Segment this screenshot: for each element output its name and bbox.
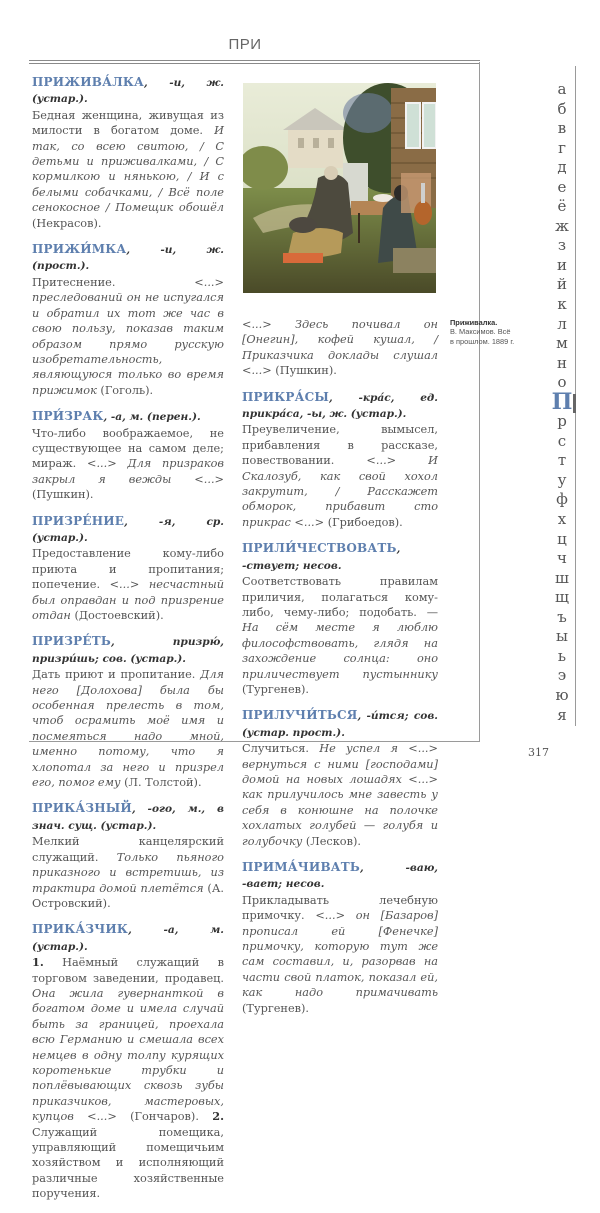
grammar-note: , -ого, м., в знач. сущ. (устар.). (32, 803, 224, 832)
headword: ПРИЗРЕ́НИЕ (32, 513, 125, 528)
alphabet-letter[interactable]: е (557, 177, 567, 196)
quotation: Не успел я <...> вернуться с ними [господами] домой на новых лошадях <...> как прилучилось мне завесть у себя в конюшне на полочке хохлатых голубей — голубя и голубочку (242, 742, 438, 848)
dictionary-entry-continuation (242, 317, 438, 379)
dictionary-entry (242, 860, 438, 1016)
running-head: ПРИ (228, 36, 262, 53)
definition: Что-либо воображаемое, не существующее на самом деле; мираж. (32, 426, 224, 471)
alphabet-index (550, 80, 574, 725)
dictionary-entry (32, 75, 224, 231)
alphabet-letter[interactable]: ъ (557, 607, 567, 626)
sense-number: 2. (212, 1109, 224, 1124)
alphabet-letter[interactable]: з (557, 236, 567, 255)
grammar-note: , -кра́с, ед. прикра́са, -ы, ж. (устар.). (242, 391, 438, 421)
alphabet-letter[interactable]: ы (556, 627, 568, 646)
quotation: <...> он [Базаров] прописал ей [Фенечке] примочку, которую тут же сам составил, и, разорвав на части свой платок, показал ей, как надо примачивать (242, 909, 438, 1000)
alphabet-letter[interactable]: д (557, 158, 567, 177)
headword: ПРИМА́ЧИВАТЬ (242, 860, 360, 874)
source: (Грибоедов). (324, 515, 403, 529)
caption-title: Приживалка. (450, 318, 498, 327)
alphabet-letter[interactable]: а (557, 80, 567, 98)
definition: Наёмный служащий в торговом заведении, продавец. (32, 956, 224, 985)
quotation: <...> И Скалозуб, как свой хохол закрутит, / Расскажет обморок, прибавит сто прикрас <...> (242, 454, 438, 529)
source: (Пушкин). (271, 364, 337, 378)
alphabet-letter[interactable]: ш (555, 568, 569, 587)
grammar-note: , -а, м. (перен.). (103, 411, 201, 424)
quotation: И так, со всею свитою, / С детьми и приживалками, / С кормилкою и нянькою, / И с белыми собачками, / Всё поле сенокосное / Помещик обошёл (32, 124, 224, 215)
alphabet-letter[interactable]: т (557, 451, 567, 470)
painting-illustration (243, 83, 436, 293)
dictionary-entry (242, 708, 438, 849)
definition: Мелкий канцелярский служащий. (32, 835, 224, 864)
alphabet-letter[interactable]: б (557, 99, 567, 118)
top-rule (29, 60, 480, 64)
caption-line: В. Максимов. Всё (450, 327, 511, 337)
alphabet-letter[interactable]: ц (557, 529, 567, 548)
frame-right-rule (479, 62, 480, 742)
alphabet-letter[interactable]: ю (555, 685, 569, 704)
headword: ПРИ́ЗРАК (32, 409, 104, 424)
dictionary-entry (32, 514, 224, 624)
quotation: <...> несчастный был оправдан и под призрение отдан (32, 578, 224, 622)
alphabet-letter[interactable]: х (557, 510, 567, 529)
alphabet-letter[interactable]: ф (556, 490, 568, 509)
alphabet-letter[interactable]: у (557, 470, 567, 489)
alphabet-letter[interactable]: ь (557, 646, 567, 665)
definition: Притеснение. (32, 275, 195, 289)
source: (Гоголь). (96, 383, 154, 397)
definition: Дать приют и пропитание. (32, 668, 201, 682)
alphabet-letter-active[interactable]: П (551, 388, 573, 415)
alphabet-letter[interactable]: я (557, 705, 567, 724)
alphabet-letter[interactable]: л (557, 314, 567, 333)
grammar-note: , -и, ж. (прост.). (32, 244, 224, 273)
alphabet-letter[interactable]: о (557, 373, 567, 392)
grammar-note: , -а, м. (устар.). (32, 924, 224, 953)
dictionary-entry (32, 409, 224, 502)
alphabet-letter[interactable]: ё (557, 197, 567, 216)
grammar-note: , -ствует; несов. (242, 543, 401, 572)
headword: ПРИЛИ́ЧЕСТВОВАТЬ (242, 541, 397, 556)
alphabet-letter[interactable]: и (557, 255, 567, 274)
quotation: <...> Здесь почивал он [Онегин], кофей кушал, / Приказчика доклады слушал <...> (242, 318, 438, 378)
source: (Пушкин). (32, 488, 94, 502)
left-column (32, 75, 224, 1213)
headword: ПРИЗРЕ́ТЬ (32, 634, 111, 649)
dictionary-entry (32, 801, 224, 911)
definition: Прикладывать лечебную примочку. (242, 893, 438, 923)
page-number: 317 (528, 746, 549, 759)
grammar-note: , -и, ж. (устар.). (32, 77, 224, 106)
source: (Гончаров). (116, 1110, 213, 1124)
caption-line: в прошлом. 1889 г. (450, 336, 515, 346)
definition: Служащий помещика, управляющий помещичьим хозяйством и исполняющий различные хозяйственные поручения. (32, 1125, 224, 1201)
alphabet-letter[interactable]: н (557, 353, 567, 372)
grammar-note: , -я, ср. (устар.). (32, 515, 224, 544)
headword: ПРИЛУЧИ́ТЬСЯ (242, 708, 358, 723)
quotation: Только пьяного приказного и встретишь, из трактира домой плетётся (32, 850, 224, 895)
alphabet-letter[interactable]: м (556, 334, 568, 353)
definition: Бедная женщина, живущая из милости в богатом доме. (32, 108, 224, 138)
source: (Тургенев). (242, 682, 309, 696)
definition: Соответствовать правилам приличия, полагаться кому-либо, чему-либо; подобать. — (242, 575, 438, 619)
alphabet-letter[interactable]: й (557, 275, 567, 294)
quotation: <...> преследований он не испугался и обратил их тот же час в свою пользу, показав таким образом прямо русскую изобретательность, являющуюся только во время прижимок (32, 275, 224, 397)
dictionary-entry (242, 541, 438, 697)
grammar-note: , -и́тся; сов. (устар. прост.). (242, 710, 438, 739)
source: (Достоевский). (70, 609, 164, 622)
alphabet-letter[interactable]: р (557, 412, 567, 431)
alphabet-letter[interactable]: щ (555, 588, 569, 607)
alphabet-letter[interactable]: э (557, 666, 567, 685)
dictionary-entry (32, 242, 224, 398)
alphabet-letter[interactable]: г (558, 138, 566, 157)
headword: ПРИЖИ́МКА (32, 242, 127, 257)
quotation: <...> Для призраков закрыл я вежды <...> (32, 457, 225, 486)
grammar-note: , -ваю, -вает; несов. (242, 862, 438, 891)
dictionary-entry (242, 390, 438, 531)
source: (А. Островский). (32, 881, 224, 910)
source: (Некрасов). (32, 216, 102, 230)
alphabet-letter[interactable]: к (557, 295, 567, 314)
quotation: На сём месте я люблю философствовать, глядя на захождение солнца: оно приличествует пустыннику (242, 621, 438, 681)
alphabet-letter[interactable]: ч (557, 549, 567, 568)
alphabet-letter[interactable]: с (557, 431, 567, 450)
definition: Предоставление кому-либо приюта и пропитания; попечение. (32, 547, 224, 592)
alphabet-letter[interactable]: ж (555, 216, 569, 235)
dictionary-entry (32, 922, 224, 1201)
figure-caption (450, 318, 522, 346)
quotation: Для него [Долохова] была бы особенная прелесть в том, чтоб осрамить моё имя и посмеяться надо мной, именно потому, что я хлопотал за него и призрел его, помог ему (32, 668, 224, 790)
quotation: Она жила гувернанткой в богатом доме и имела случай быть за границей, проехала всю Германию и смешала всех немцев в одну толпу курящих коротенькие трубки и поплёвывающих сквозь зубы приказчиков, мастеровых, купцов <...> (32, 986, 224, 1124)
alphabet-letter[interactable]: в (557, 119, 567, 138)
grammar-note: , призрю́, призри́шь; сов. (устар.). (32, 636, 224, 665)
headword: ПРИКА́ЗНЫЙ (32, 801, 132, 816)
headword: ПРИКА́ЗЧИК (32, 922, 129, 937)
dictionary-entry (32, 634, 224, 790)
headword: ПРИЖИВА́ЛКА (32, 75, 144, 89)
headword: ПРИКРА́СЫ (242, 389, 329, 404)
source: (Тургенев). (242, 1001, 309, 1015)
source: (Лесков). (302, 834, 361, 848)
source: (Л. Толстой). (120, 776, 202, 790)
sense-number: 1. (32, 955, 44, 970)
definition: Случиться. (242, 742, 320, 756)
definition: Преувеличение, вымысел, прибавления в рассказе, повествовании. (242, 423, 438, 468)
middle-column (242, 317, 438, 1027)
